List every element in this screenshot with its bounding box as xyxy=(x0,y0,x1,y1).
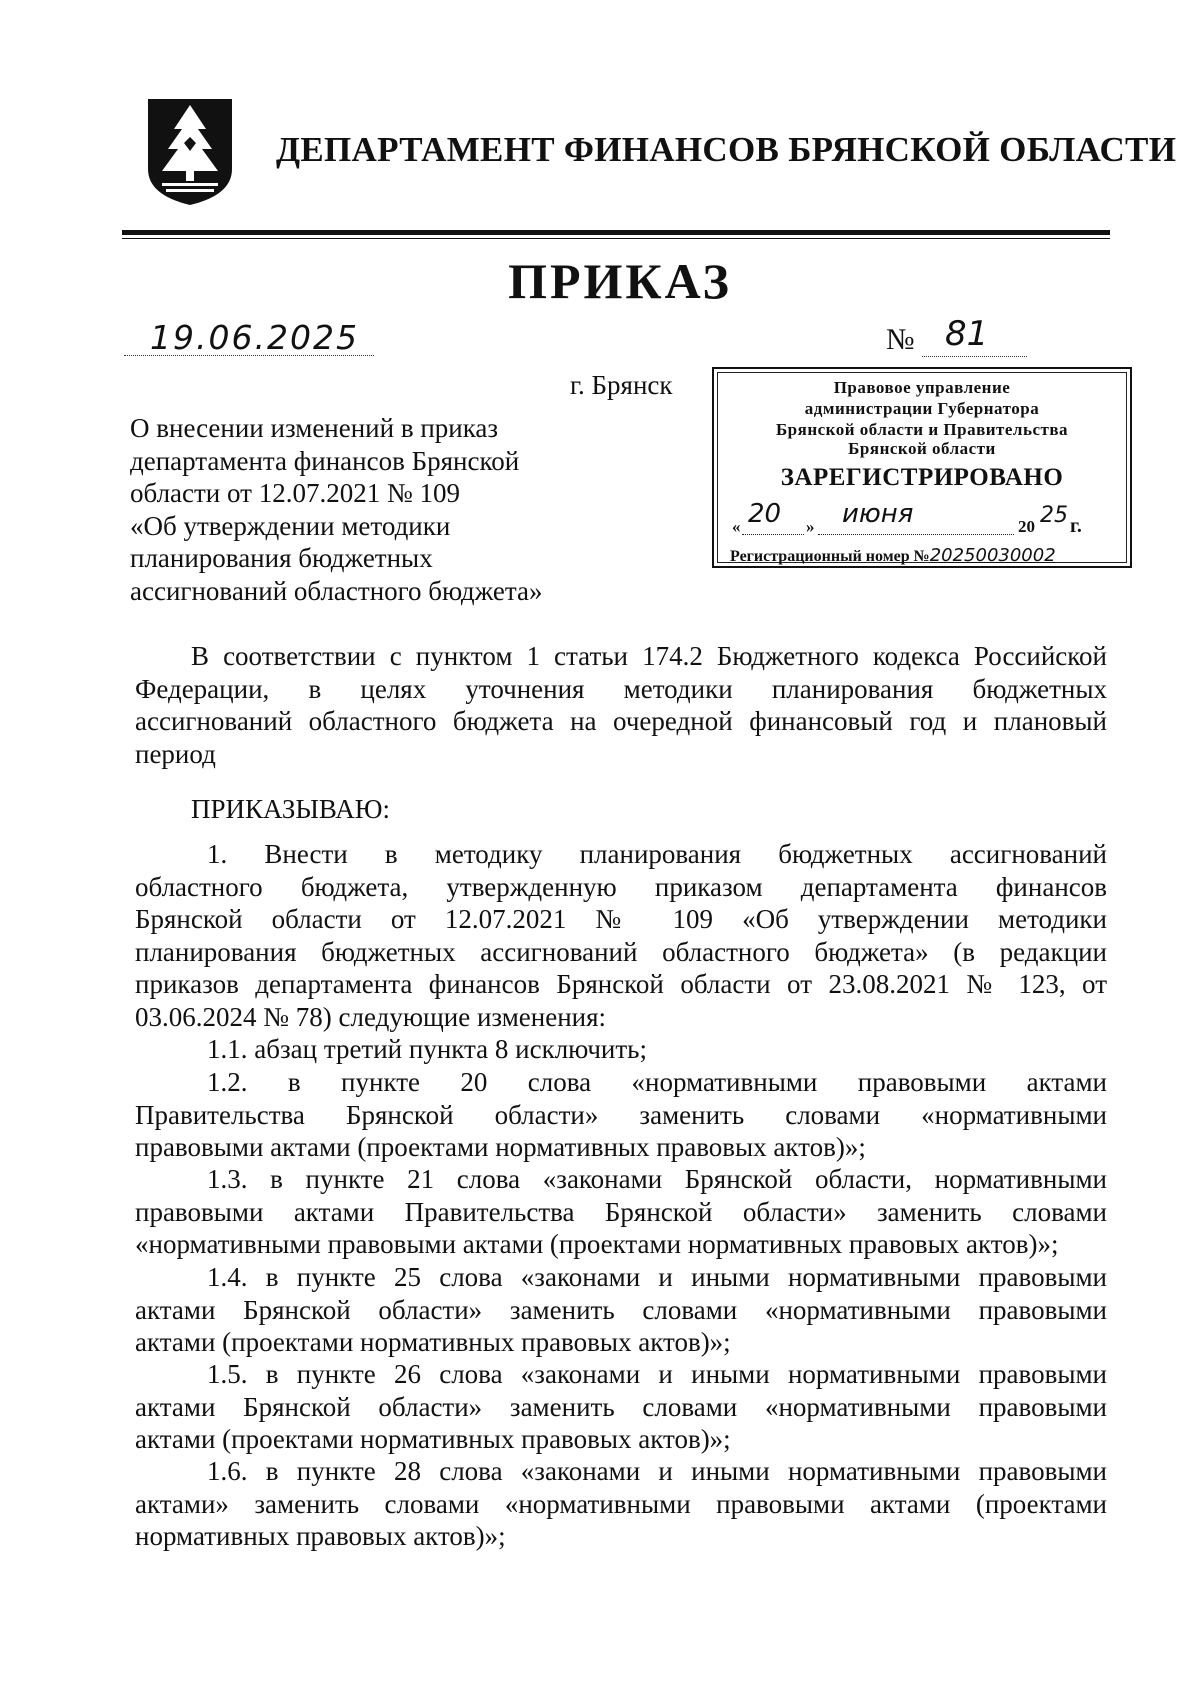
stamp-quote-open: « xyxy=(732,517,741,536)
item-1-4 xyxy=(135,1261,1107,1359)
document-date: 19.06.2025 xyxy=(150,318,359,357)
stamp-month: июня xyxy=(842,499,914,529)
stamp-registered: ЗАРЕГИСТРИРОВАНО xyxy=(780,464,1064,491)
item-line: правовыми актами Правительства Брянской области» заменить словами xyxy=(135,1196,1107,1227)
item-line: 03.06.2024 № 78) следующие изменения: xyxy=(135,1001,607,1032)
item-line: актами» заменить словами «нормативными правовыми актами (проектами xyxy=(135,1488,1107,1519)
subject-line: ассигнований областного бюджета» xyxy=(130,575,543,606)
item-1-6 xyxy=(135,1455,1107,1553)
item-line: приказов департамента финансов Брянской области от 23.08.2021 № 123, от xyxy=(135,969,1107,999)
item-1 xyxy=(135,838,1107,1033)
stamp-reg-label: Регистрационный номер № xyxy=(730,548,930,565)
preamble-line: ассигнований областного бюджета на очередной финансовый год и плановый xyxy=(135,706,1107,736)
stamp-quote-close: » xyxy=(806,517,815,536)
item-1-1 xyxy=(135,1033,1107,1066)
header-divider xyxy=(122,230,1110,235)
preamble-line: период xyxy=(135,738,216,769)
item-line: областного бюджета, утвержденную приказом департамента финансов xyxy=(135,871,1107,902)
document-title: ПРИКАЗ xyxy=(508,253,732,309)
stamp-date-row xyxy=(732,499,1127,539)
stamp-registration-number xyxy=(730,545,1130,566)
city: г. Брянск xyxy=(570,370,673,400)
stamp-day-line xyxy=(742,533,804,535)
item-line: актами Брянской области» заменить словами «нормативными правовыми xyxy=(135,1391,1107,1422)
item-1-5 xyxy=(135,1358,1107,1456)
stamp-reg-number: 20250030002 xyxy=(929,545,1056,566)
stamp-line: Правовое управление xyxy=(833,378,1011,397)
registration-stamp xyxy=(712,367,1132,568)
item-line: нормативных правовых актов)»; xyxy=(135,1521,506,1551)
stamp-year-end: г. xyxy=(1070,515,1082,537)
item-line: 1. Внести в методику планирования бюджетных ассигнований xyxy=(207,839,1107,869)
document-number: 81 xyxy=(945,314,989,354)
date-underline xyxy=(124,354,374,356)
item-line: 1.2. в пункте 20 слова «нормативными правовыми актами xyxy=(207,1067,1107,1097)
subject-line: «Об утверждении методики xyxy=(130,510,451,541)
item-line: Брянской области от 12.07.2021 № 109 «Об утверждении методики xyxy=(135,904,1107,934)
preamble-line: В соответствии с пунктом 1 статьи 174.2 Бюджетного кодекса Российской xyxy=(191,641,1107,671)
item-line: 1.3. в пункте 21 слова «законами Брянской области, нормативными xyxy=(207,1164,1107,1194)
number-underline xyxy=(922,355,1027,357)
subject-line: О внесении изменений в приказ xyxy=(130,413,499,443)
item-line: актами (проектами нормативных правовых актов)»; xyxy=(135,1424,731,1454)
header-divider-thin xyxy=(122,238,1110,239)
stamp-year-prefix: 20 xyxy=(1018,517,1035,536)
stamp-day: 20 xyxy=(748,499,782,529)
stamp-year-suffix: 25 xyxy=(1040,503,1068,528)
item-1-2 xyxy=(135,1066,1107,1164)
item-line: 1.1. абзац третий пункта 8 исключить; xyxy=(207,1034,647,1064)
coat-of-arms-icon xyxy=(144,95,236,207)
stamp-month-line xyxy=(818,533,1014,535)
item-line: 1.4. в пункте 25 слова «законами и иными нормативными правовыми xyxy=(207,1262,1107,1292)
subject-line: департамента финансов Брянской xyxy=(130,445,520,476)
item-line: «нормативными правовыми актами (проектами нормативных правовых актов)»; xyxy=(135,1229,1059,1259)
preamble-line: Федерации, в целях уточнения методики планирования бюджетных xyxy=(135,673,1107,704)
subject-line: планирования бюджетных xyxy=(130,543,433,573)
item-line: 1.6. в пункте 28 слова «законами и иными нормативными правовыми xyxy=(207,1456,1107,1486)
item-line: правовыми актами (проектами нормативных правовых актов)»; xyxy=(135,1132,866,1162)
document-subject xyxy=(130,412,600,607)
subject-line: области от 12.07.2021 № 109 xyxy=(130,478,460,508)
item-line: Правительства Брянской области» заменить словами «нормативными xyxy=(135,1099,1107,1130)
stamp-inner-border xyxy=(717,372,1127,566)
item-line: актами (проектами нормативных правовых актов)»; xyxy=(135,1327,731,1357)
preamble xyxy=(135,640,1107,770)
item-line: актами Брянской области» заменить словами «нормативными правовыми xyxy=(135,1294,1107,1325)
item-line: 1.5. в пункте 26 слова «законами и иными нормативными правовыми xyxy=(207,1359,1107,1389)
order-word: ПРИКАЗЫВАЮ: xyxy=(191,794,390,824)
stamp-line: администрации Губернатора xyxy=(804,399,1040,418)
stamp-line: Брянской области и Правительства xyxy=(775,420,1069,439)
department-title: ДЕПАРТАМЕНТ ФИНАНСОВ БРЯНСКОЙ ОБЛАСТИ xyxy=(276,130,1177,169)
item-line: планирования бюджетных ассигнований областного бюджета» (в редакции xyxy=(135,936,1107,967)
number-label: № xyxy=(886,323,915,356)
stamp-line: Брянской области xyxy=(848,439,996,458)
order-word-block xyxy=(135,793,1107,826)
item-1-3 xyxy=(135,1163,1107,1261)
